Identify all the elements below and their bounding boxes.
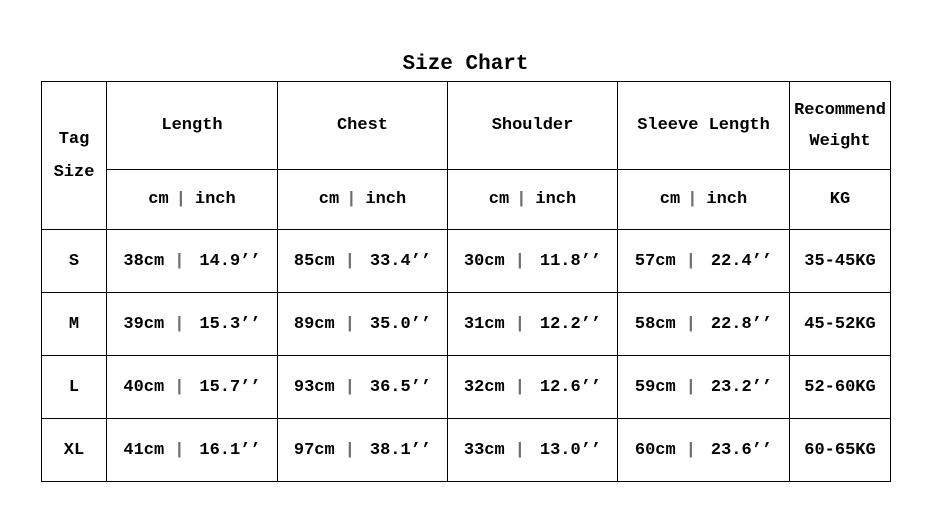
row-weight-value: 35-45KG: [790, 230, 891, 293]
measurement-cell: [107, 230, 278, 293]
pipe-separator: |: [344, 440, 355, 460]
unit-header-sleeve-length: [618, 170, 790, 230]
measurement-cell: [448, 356, 618, 419]
unit-header-kg: KG: [790, 170, 891, 230]
row-weight-value: 45-52KG: [790, 293, 891, 356]
unit-header-shoulder: [448, 170, 618, 230]
unit-cm-label: cm: [659, 190, 681, 209]
measurement-cell: [448, 293, 618, 356]
tag-size-line2: Size: [53, 162, 95, 182]
unit-inch-label: inch: [535, 190, 577, 209]
inch-value: 13.0’’: [539, 440, 602, 460]
pipe-separator: |: [516, 190, 527, 209]
measurement-cell: [107, 356, 278, 419]
cm-value: 89cm: [293, 314, 335, 334]
table-row: [42, 293, 891, 356]
cm-value: 97cm: [293, 440, 335, 460]
row-size-label: XL: [42, 419, 107, 482]
unit-inch-label: inch: [365, 190, 407, 209]
tag-size-line1: Tag: [58, 129, 90, 149]
cm-value: 58cm: [634, 314, 676, 334]
cm-value: 40cm: [123, 377, 165, 397]
measurement-cell: [107, 293, 278, 356]
column-header-sleeve-length: Sleeve Length: [618, 82, 790, 170]
pipe-separator: |: [344, 314, 355, 334]
inch-value: 11.8’’: [539, 251, 602, 271]
cm-value: 32cm: [463, 377, 505, 397]
pipe-separator: |: [685, 314, 696, 334]
pipe-separator: |: [685, 251, 696, 271]
table-row: [42, 356, 891, 419]
inch-value: 14.9’’: [199, 251, 261, 271]
row-weight-value: 52-60KG: [790, 356, 891, 419]
page-title: Size Chart: [402, 53, 529, 76]
pipe-separator: |: [685, 440, 696, 460]
pipe-separator: |: [687, 190, 698, 209]
column-header-recommend-weight: [790, 82, 891, 170]
pipe-separator: |: [514, 251, 525, 271]
cm-value: 41cm: [123, 440, 165, 460]
inch-value: 23.2’’: [710, 377, 773, 397]
inch-value: 12.6’’: [539, 377, 602, 397]
measurement-cell: [448, 419, 618, 482]
cm-value: 38cm: [123, 251, 165, 271]
measurement-cell: [448, 230, 618, 293]
measurement-cell: [618, 293, 790, 356]
table-row: [42, 419, 891, 482]
header-row-units: [42, 170, 891, 230]
row-size-label: M: [42, 293, 107, 356]
table-row: [42, 230, 891, 293]
size-chart-table: [41, 81, 891, 482]
unit-inch-label: inch: [194, 190, 236, 209]
size-table-body: [42, 230, 891, 482]
measurement-cell: [107, 419, 278, 482]
inch-value: 22.8’’: [710, 314, 773, 334]
tag-size-header: [42, 82, 107, 230]
pipe-separator: |: [344, 377, 355, 397]
header-row-main: [42, 82, 891, 170]
recommend-weight-line2: Weight: [809, 131, 871, 151]
inch-value: 15.3’’: [199, 314, 261, 334]
cm-value: 85cm: [293, 251, 335, 271]
recommend-weight-line1: Recommend: [794, 100, 886, 120]
inch-value: 22.4’’: [710, 251, 773, 271]
pipe-separator: |: [514, 440, 525, 460]
inch-value: 33.4’’: [369, 251, 432, 271]
row-size-label: S: [42, 230, 107, 293]
inch-value: 16.1’’: [199, 440, 261, 460]
cm-value: 60cm: [634, 440, 676, 460]
pipe-separator: |: [174, 251, 185, 271]
measurement-cell: [278, 230, 448, 293]
cm-value: 33cm: [463, 440, 505, 460]
row-size-label: L: [42, 356, 107, 419]
cm-value: 39cm: [123, 314, 165, 334]
pipe-separator: |: [514, 314, 525, 334]
cm-value: 30cm: [463, 251, 505, 271]
pipe-separator: |: [174, 314, 185, 334]
inch-value: 23.6’’: [710, 440, 773, 460]
pipe-separator: |: [175, 190, 186, 209]
measurement-cell: [278, 293, 448, 356]
inch-value: 15.7’’: [199, 377, 261, 397]
inch-value: 35.0’’: [369, 314, 432, 334]
pipe-separator: |: [174, 377, 185, 397]
measurement-cell: [618, 356, 790, 419]
row-weight-value: 60-65KG: [790, 419, 891, 482]
cm-value: 57cm: [634, 251, 676, 271]
measurement-cell: [618, 419, 790, 482]
cm-value: 31cm: [463, 314, 505, 334]
cm-value: 93cm: [293, 377, 335, 397]
measurement-cell: [278, 356, 448, 419]
unit-cm-label: cm: [318, 190, 340, 209]
unit-inch-label: inch: [706, 190, 748, 209]
pipe-separator: |: [514, 377, 525, 397]
pipe-separator: |: [174, 440, 185, 460]
measurement-cell: [278, 419, 448, 482]
column-header-shoulder: Shoulder: [448, 82, 618, 170]
column-header-length: Length: [107, 82, 278, 170]
inch-value: 36.5’’: [369, 377, 432, 397]
cm-value: 59cm: [634, 377, 676, 397]
unit-header-chest: [278, 170, 448, 230]
unit-cm-label: cm: [488, 190, 510, 209]
pipe-separator: |: [346, 190, 357, 209]
pipe-separator: |: [685, 377, 696, 397]
inch-value: 38.1’’: [369, 440, 432, 460]
inch-value: 12.2’’: [539, 314, 602, 334]
measurement-cell: [618, 230, 790, 293]
column-header-chest: Chest: [278, 82, 448, 170]
unit-header-length: [107, 170, 278, 230]
unit-cm-label: cm: [148, 190, 169, 209]
pipe-separator: |: [344, 251, 355, 271]
